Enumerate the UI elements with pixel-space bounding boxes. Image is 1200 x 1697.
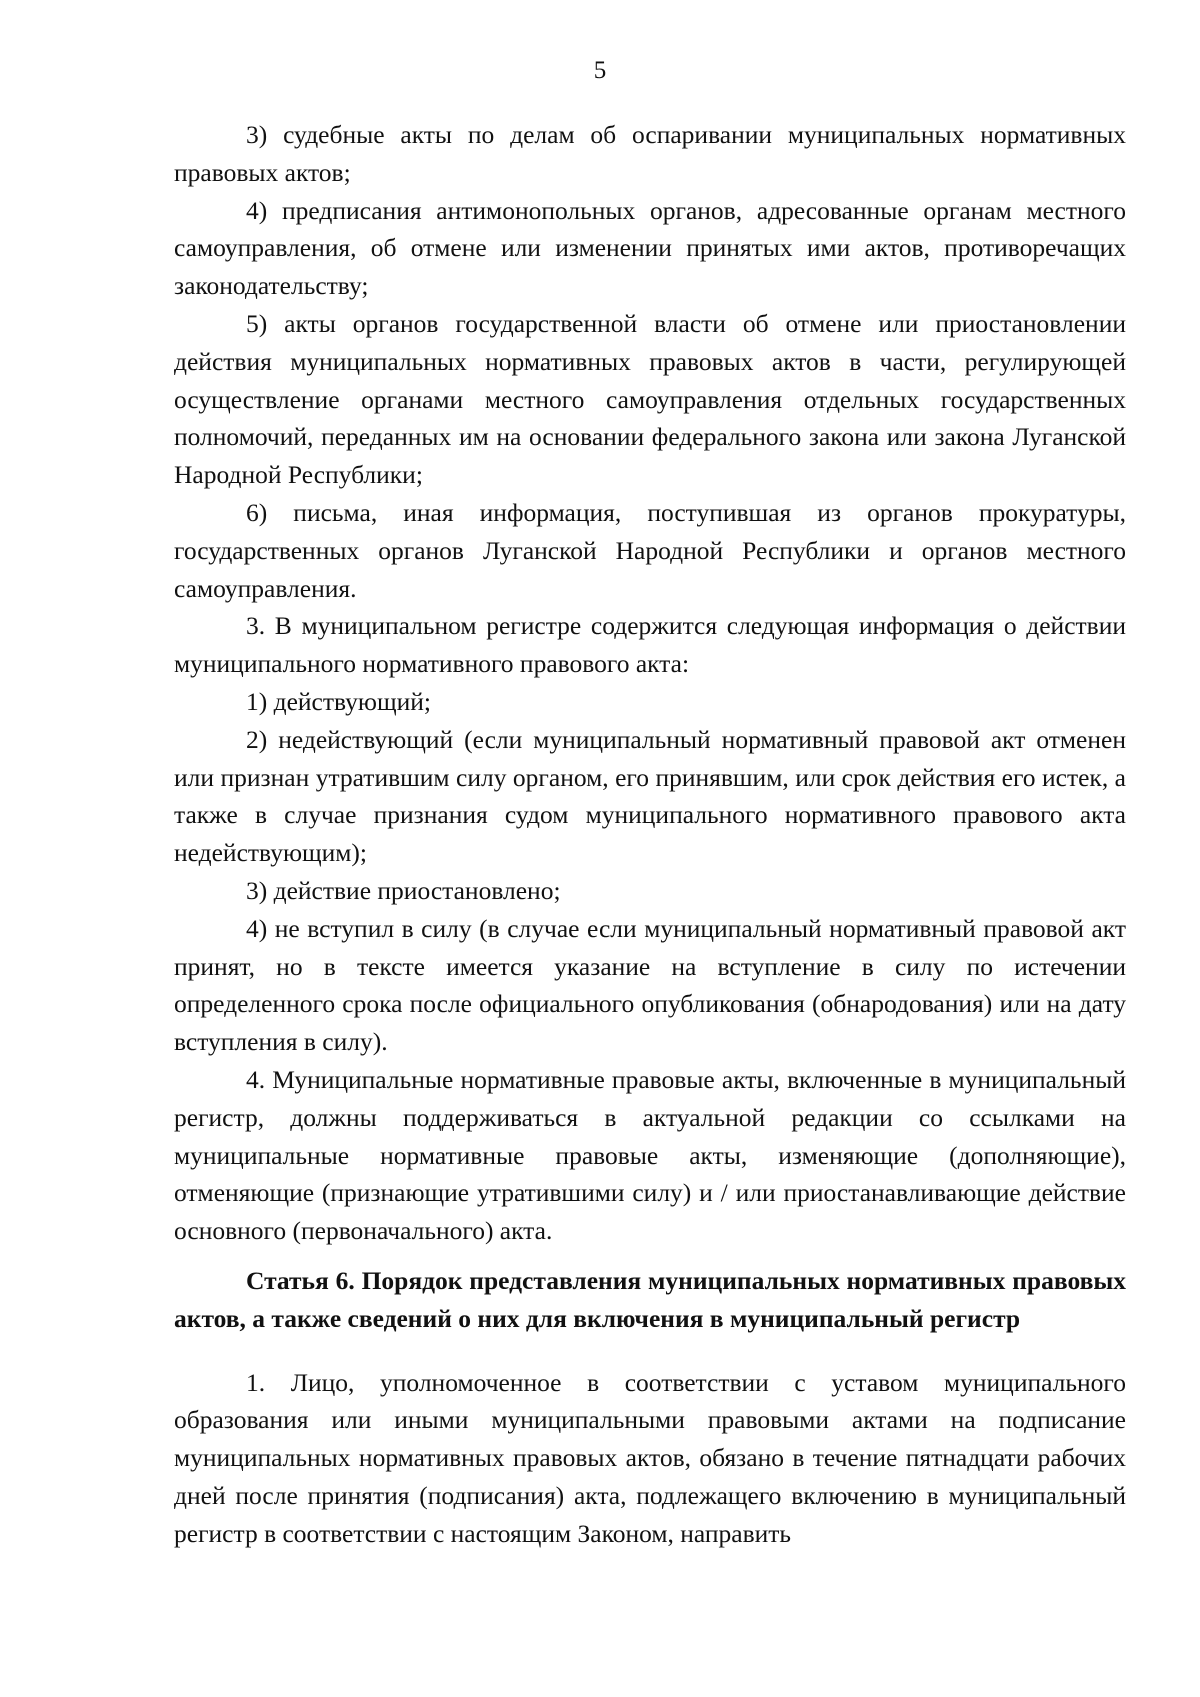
article-6-clause-1: 1. Лицо, уполномоченное в соответствии с уставом муниципального образования или иными муниципальными правовыми актами на подписание муниципальных нормативных правовых актов, обязано в течение пятнадцати рабочих дней после принятия (подписания) акта, подлежащего включению в муниципальный регистр в соответствии с настоящим Законом, направить <box>174 1367 1126 1548</box>
list-item-antimonopoly-orders: 4) предписания антимонопольных органов, адресованные органам местного самоуправления, об отмене или изменении принятых ими актов, противоречащих законодательству; <box>174 195 1126 301</box>
page-number: 5 <box>593 57 607 84</box>
clause-4: 4. Муниципальные нормативные правовые акты, включенные в муниципальный регистр, должны поддерживаться в актуальной редакции со ссылками на муниципальные нормативные правовые акты, изменяющие (дополняющие), отменяющие (признающие утратившими силу) и / или приостанавливающие действие основного (первоначального) акта. <box>174 1064 1126 1246</box>
status-item-inactive: 2) недействующий (если муниципальный нормативный правовой акт отменен или признан утратившим силу органом, его принявшим, или срок действия его истек, а также в случае признания судом муниципального нормативного правового акта недействующим); <box>174 724 1126 868</box>
status-item-not-in-force: 4) не вступил в силу (в случае если муниципальный нормативный правовой акт принят, но в тексте имеется указание на вступление в силу по истечении определенного срока после официального опубликования (обнародования) или на дату вступления в силу). <box>174 913 1126 1057</box>
list-item-court-acts: 3) судебные акты по делам об оспаривании муниципальных нормативных правовых актов; <box>174 120 1126 187</box>
document-body <box>174 116 1126 1552</box>
article-6-heading: Статья 6. Порядок представления муниципальных нормативных правовых актов, а также сведений о них для включения в муниципальный регистр <box>174 1265 1126 1333</box>
status-item-suspended: 3) действие приостановлено; <box>246 875 561 905</box>
list-item-letters: 6) письма, иная информация, поступившая из органов прокуратуры, государственных органов Луганской Народной Республики и органов местного самоуправления. <box>174 497 1126 603</box>
list-item-state-acts: 5) акты органов государственной власти об отмене или приостановлении действия муниципальных нормативных правовых актов в части, регулирующей осуществление органами местного самоуправления отдельных государственных полномочий, переданных им на основании федерального закона или закона Луганской Народной Республики; <box>174 308 1126 490</box>
clause-3-intro: 3. В муниципальном регистре содержится следующая информация о действии муниципального нормативного правового акта: <box>174 611 1126 679</box>
status-item-active: 1) действующий; <box>246 686 431 716</box>
